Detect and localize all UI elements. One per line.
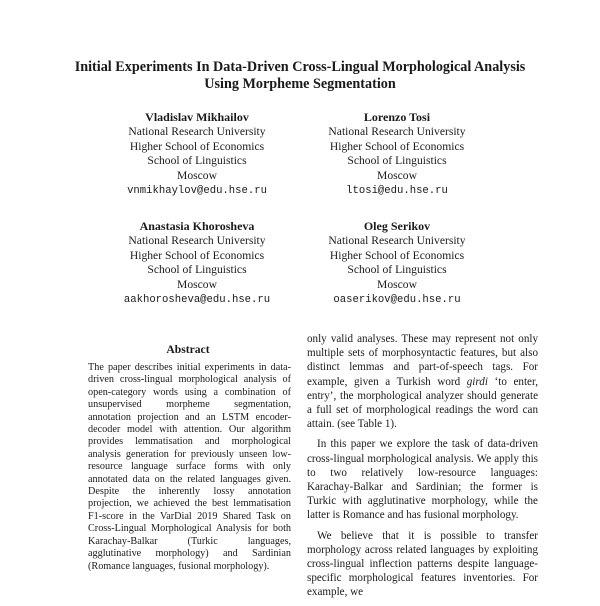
affiliation-line: Moscow xyxy=(177,278,217,292)
author-email[interactable]: oaserikov@edu.hse.ru xyxy=(333,293,461,306)
author-name: Lorenzo Tosi xyxy=(363,110,431,124)
affiliation-line: Moscow xyxy=(177,169,217,183)
intro-column xyxy=(307,332,538,606)
intro-paragraph: We believe that it is possible to transfer morphology across related languages by exploiting cross-lingual inflection patterns despite language-specific morphological features inventories. For example, we xyxy=(307,529,538,599)
author-block xyxy=(92,219,302,308)
author-email[interactable]: vnmikhaylov@edu.hse.ru xyxy=(127,184,267,197)
affiliation-line: National Research University xyxy=(328,124,466,138)
abstract-heading: Abstract xyxy=(166,343,210,356)
affiliation-line: Higher School of Economics xyxy=(329,139,465,153)
affiliation-line: School of Linguistics xyxy=(147,154,247,168)
author-name: Anastasia Khorosheva xyxy=(139,219,255,233)
affiliation-line: National Research University xyxy=(128,124,266,138)
paper-title: Initial Experiments In Data-Driven Cross-Lingual Morphological Analysis Using Morpheme Segmentation xyxy=(74,59,526,92)
intro-text: ‘to enter, entry’, the morphological analyzer should generate a full set of morphological readings the word can attain. (see Table 1). xyxy=(307,375,538,431)
affiliation-line: School of Linguistics xyxy=(147,263,247,277)
author-email[interactable]: ltosi@edu.hse.ru xyxy=(346,184,448,197)
affiliation-line: School of Linguistics xyxy=(347,263,447,277)
affiliation-line: Higher School of Economics xyxy=(129,139,265,153)
affiliation-line: National Research University xyxy=(328,233,466,247)
author-block xyxy=(92,110,302,199)
author-block xyxy=(292,110,502,199)
intro-text: only valid analyses. These may represent not only multiple sets of morphosyntactic features, but also distinct lemmas and part-of-speech tags. For example, given a Turkish word xyxy=(307,333,538,388)
example-word: girdi xyxy=(466,375,488,388)
author-name: Oleg Serikov xyxy=(363,219,431,233)
author-email[interactable]: aakhorosheva@edu.hse.ru xyxy=(123,293,271,306)
intro-paragraph xyxy=(307,332,538,431)
abstract-text: The paper describes initial experiments in data-driven cross-lingual morphological analysis of open-category words using a combination of unsupervised morpheme segmentation, annotation projection and an LSTM encoder-decoder model with attention. Our algorithm provides lemmatisation and morphological analysis generation for previously unseen low-resource language surface forms with only annotated data on the related languages given. Despite the inherently lossy annotation projection, we achieved the best lemmatisation F1-score in the VarDial 2019 Shared Task on Cross-Lingual Morphological Analysis for both Karachay-Balkar (Turkic languages, agglutinative morphology) and Sardinian (Romance languages, fusional morphology). xyxy=(88,362,291,572)
affiliation-line: Higher School of Economics xyxy=(129,248,265,262)
affiliation-line: School of Linguistics xyxy=(347,154,447,168)
author-block xyxy=(292,219,502,308)
affiliation-line: Moscow xyxy=(377,278,417,292)
affiliation-line: Moscow xyxy=(377,169,417,183)
author-name: Vladislav Mikhailov xyxy=(145,110,249,124)
affiliation-line: National Research University xyxy=(128,233,266,247)
affiliation-line: Higher School of Economics xyxy=(329,248,465,262)
intro-paragraph: In this paper we explore the task of data-driven cross-lingual morphological analysis. We apply this to two relatively low-resource languages: Karachay-Balkar and Sardinian; the former is Turkic with agglutinative morphology, while the latter is Romance and has fusional morphology. xyxy=(307,438,538,522)
